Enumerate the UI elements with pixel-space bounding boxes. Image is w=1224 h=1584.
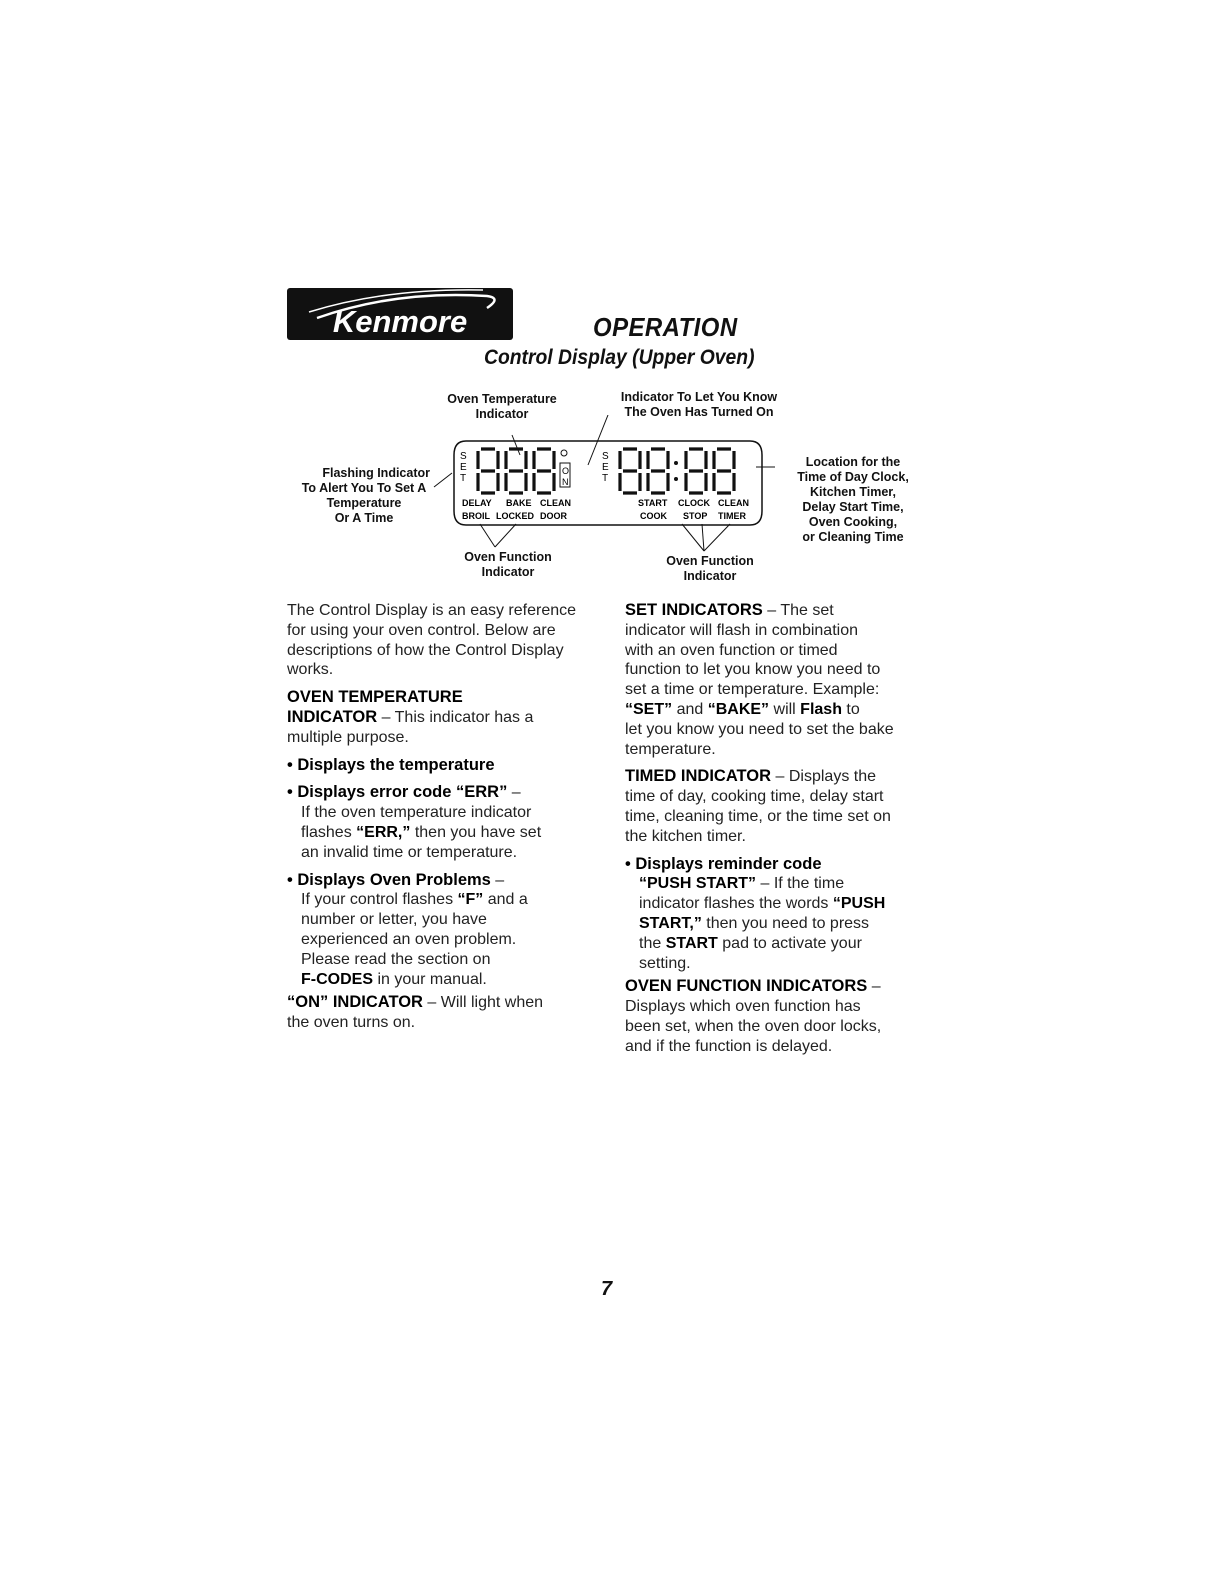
set-letter-e-right: E: [602, 462, 609, 473]
right-column: SET INDICATORS – The set indicator will flash in combination with an oven function or timed function to let you know you need to set a time or temperature. Example: “SET” and “BAKE” will Flash to let you know you need to set the bake temperature. TIMED INDICATOR – Displays the time of day, cooking time, delay start time, cleaning time, or the time set on the kitchen timer. • Displays reminder code “PUSH START” – If the time indicator flashes the words “PUSH START,” then you need to press the START pad to activate your setting. OVEN FUNCTION INDICATORS – Displays which oven function has been set, when the oven door locks, and if the function is delayed.: [625, 601, 935, 1057]
control-display-diagram: [420, 415, 780, 555]
set-letter-s: S: [460, 451, 467, 462]
lcd-broil: BROIL: [462, 511, 490, 521]
section-title: OPERATION: [593, 312, 738, 342]
label-on-indicator: Indicator To Let You Know The Oven Has Turned On: [620, 390, 778, 419]
set-letter-t-right: T: [602, 473, 609, 484]
set-letter-s-right: S: [602, 451, 609, 462]
lcd-clean-right: CLEAN: [718, 498, 749, 508]
label-oven-temperature: Oven Temperature Indicator: [447, 392, 557, 421]
label-oven-function-left: Oven Function Indicator: [464, 550, 552, 579]
bullet-error-code: • Displays error code “ERR”: [287, 783, 508, 802]
set-indicators-heading: SET INDICATORS: [625, 601, 763, 619]
kenmore-logo: [287, 288, 513, 340]
left-column: The Control Display is an easy reference for using your oven control. Below are descriptions of how the Control Display works. OVEN TEMPERATURE INDICATOR – This indicator has a multiple purpose. • Displays the temperature • Displays error code “ERR” – If the oven temperature indicator flashes “ERR,” then you have set an invalid time or temperature. • Displays Oven Problems – If your control flashes “F” and a number or letter, you have experienced an oven problem. Please read the section on F-CODES in your manual. “ON” INDICATOR – Will light when the oven turns on.: [287, 601, 597, 1033]
oven-function-indicators-heading: OVEN FUNCTION INDICATORS: [625, 977, 868, 996]
intro-paragraph: The Control Display is an easy reference for using your oven control. Below are descriptions of how the Control Display works.: [287, 602, 577, 679]
on-indicator-heading: “ON” INDICATOR: [287, 993, 423, 1012]
on-letter-n: N: [562, 477, 569, 487]
on-letter-o: O: [562, 466, 570, 476]
bullet-oven-problems: • Displays Oven Problems: [287, 870, 491, 889]
lcd-door: DOOR: [540, 511, 567, 521]
lcd-clean-left: CLEAN: [540, 498, 571, 508]
lcd-locked: LOCKED: [496, 511, 534, 521]
set-letter-e: E: [460, 462, 467, 473]
lcd-cook: COOK: [640, 511, 667, 521]
lcd-delay: DELAY: [462, 498, 492, 508]
bullet-temperature: • Displays the temperature: [287, 755, 495, 774]
page-number: 7: [601, 1278, 613, 1300]
label-time-location: Location for the Time of Day Clock, Kitchen Timer, Delay Start Time, Oven Cooking, or Cleaning Time: [797, 455, 909, 544]
label-oven-function-right: Oven Function Indicator: [666, 554, 754, 583]
timed-indicator-heading: TIMED INDICATOR: [625, 767, 772, 786]
lcd-timer: TIMER: [718, 511, 746, 521]
lcd-clock: CLOCK: [678, 498, 710, 508]
oti-heading-1: OVEN TEMPERATURE: [287, 688, 463, 707]
logo-wordmark: Kenmore: [332, 304, 468, 339]
set-letter-t: T: [460, 473, 467, 484]
lcd-bake: BAKE: [506, 498, 532, 508]
label-flashing-indicator: Flashing Indicator To Alert You To Set A Temperature Or A Time: [301, 466, 430, 525]
page-subtitle: Control Display (Upper Oven): [484, 346, 755, 369]
lcd-stop: STOP: [683, 511, 708, 521]
bullet-reminder-code: • Displays reminder code: [625, 854, 822, 873]
lcd-start: START: [638, 498, 668, 508]
oti-heading-2: INDICATOR: [287, 707, 378, 726]
